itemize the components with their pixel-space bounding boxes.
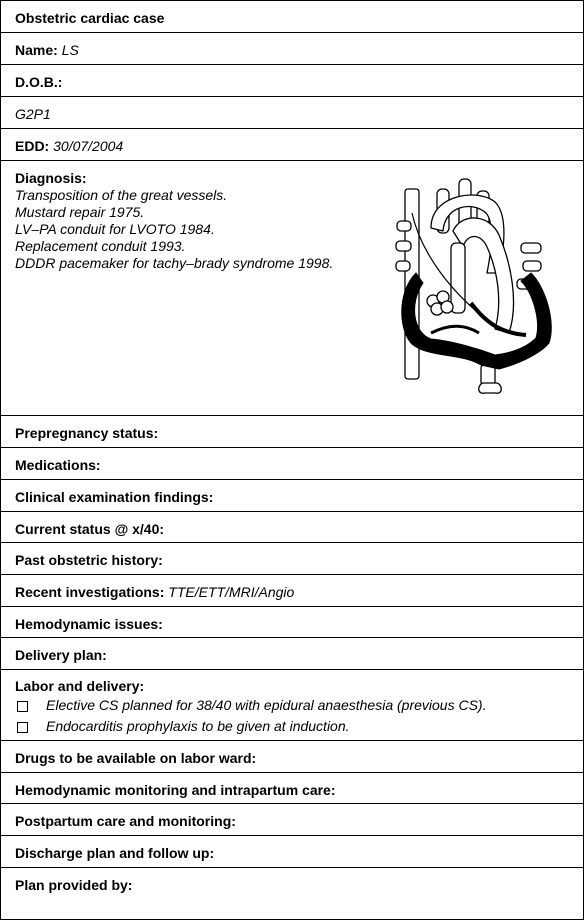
prepregnancy-status: Prepregnancy status:: [1, 416, 583, 448]
gravida-parity: G2P1: [1, 97, 583, 129]
labor-delivery-item: [15, 716, 583, 737]
edd-row: [1, 129, 583, 161]
labor-delivery-label: Labor and delivery:: [15, 678, 145, 694]
discharge-plan: Discharge plan and follow up:: [1, 836, 583, 868]
labor-delivery-item: [15, 695, 583, 716]
labor-delivery-item-text: Elective CS planned for 38/40 with epidural anaesthesia (previous CS).: [46, 697, 487, 713]
diagnosis-line: Replacement conduit 1993.: [15, 238, 186, 254]
labor-delivery-item-text: Endocarditis prophylaxis to be given at induction.: [46, 718, 350, 734]
recent-investigations-label: Recent investigations:: [15, 584, 165, 600]
past-obstetric-history: Past obstetric history:: [1, 543, 583, 575]
form-title: Obstetric cardiac case: [1, 1, 583, 33]
diagnosis-line: Transposition of the great vessels.: [15, 187, 228, 203]
postpartum-care: Postpartum care and monitoring:: [1, 804, 583, 836]
medications: Medications:: [1, 448, 583, 480]
diagnosis-label: Diagnosis:: [15, 170, 87, 186]
heart-diagram-icon: [391, 173, 556, 398]
edd-label: EDD:: [15, 138, 50, 154]
edd-value: 30/07/2004: [53, 138, 124, 154]
current-status: Current status @ x/40:: [1, 512, 583, 543]
hemodynamic-issues: Hemodynamic issues:: [1, 607, 583, 638]
dob-row: D.O.B.:: [1, 65, 583, 97]
clinical-exam: Clinical examination findings:: [1, 480, 583, 512]
recent-investigations-row: [1, 575, 583, 607]
diagnosis-line: Mustard repair 1975.: [15, 204, 145, 220]
hemodynamic-monitoring: Hemodynamic monitoring and intrapartum care:: [1, 773, 583, 804]
diagnosis-section: [1, 161, 583, 416]
diagnosis-line: DDDR pacemaker for tachy–brady syndrome 1998.: [15, 255, 334, 271]
drugs-available: Drugs to be available on labor ward:: [1, 741, 583, 773]
delivery-plan: Delivery plan:: [1, 638, 583, 670]
checkbox-icon: [17, 701, 28, 712]
name-row: [1, 33, 583, 65]
name-value: LS: [61, 42, 79, 58]
checkbox-icon: [17, 722, 28, 733]
recent-investigations-value: TTE/ETT/MRI/Angio: [168, 584, 295, 600]
plan-provided-by: Plan provided by:: [15, 877, 133, 893]
name-label: Name:: [15, 42, 58, 58]
labor-delivery-section: [1, 670, 583, 741]
diagnosis-line: LV–PA conduit for LVOTO 1984.: [15, 221, 215, 237]
